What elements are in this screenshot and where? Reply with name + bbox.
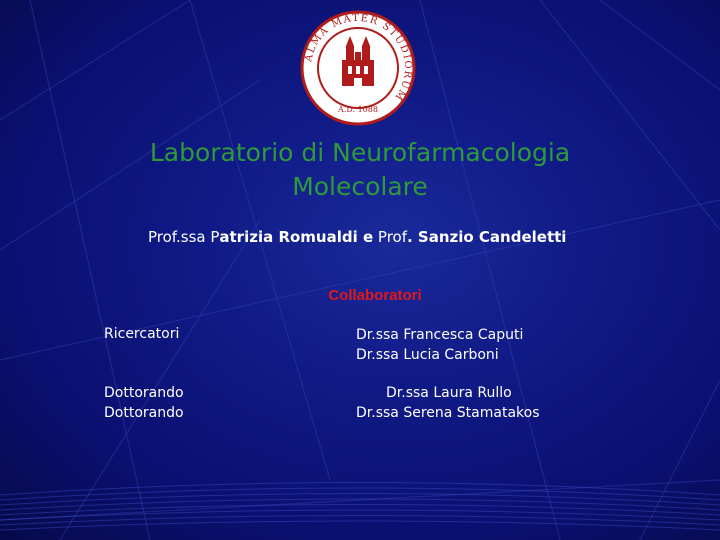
role-label-dottorando: Dottorando	[104, 405, 184, 421]
prof2-name: . Sanzio Candeletti	[407, 228, 567, 246]
svg-text:ALMA MATER STUDIORUM: ALMA MATER STUDIORUM	[303, 12, 414, 103]
researcher-name: Dr.ssa Francesca Caputi	[356, 327, 524, 343]
prof1-prefix: Prof.ssa P	[148, 228, 220, 246]
phd-role-labels	[104, 383, 184, 423]
role-label-dottorando: Dottorando	[104, 385, 184, 401]
professors-line	[148, 228, 566, 246]
slide-title-line2: Molecolare	[292, 172, 428, 201]
slide-title-line1: Laboratorio di Neurofarmacologia	[149, 138, 571, 167]
phd-student-name: Dr.ssa Laura Rullo	[386, 385, 512, 401]
phd-names	[356, 383, 540, 423]
phd-student-name: Dr.ssa Serena Stamatakos	[356, 405, 540, 421]
university-seal-logo	[298, 8, 418, 128]
svg-text:A.D. 1088: A.D. 1088	[338, 105, 378, 114]
researchers-names	[356, 325, 523, 365]
prof2-prefix: Prof	[373, 228, 407, 246]
collaborators-heading: Collaboratori	[328, 287, 422, 304]
role-label-ricercatori: Ricercatori	[104, 326, 180, 342]
prof1-name: atrizia Romualdi e	[219, 228, 374, 246]
researcher-name: Dr.ssa Lucia Carboni	[356, 347, 499, 363]
